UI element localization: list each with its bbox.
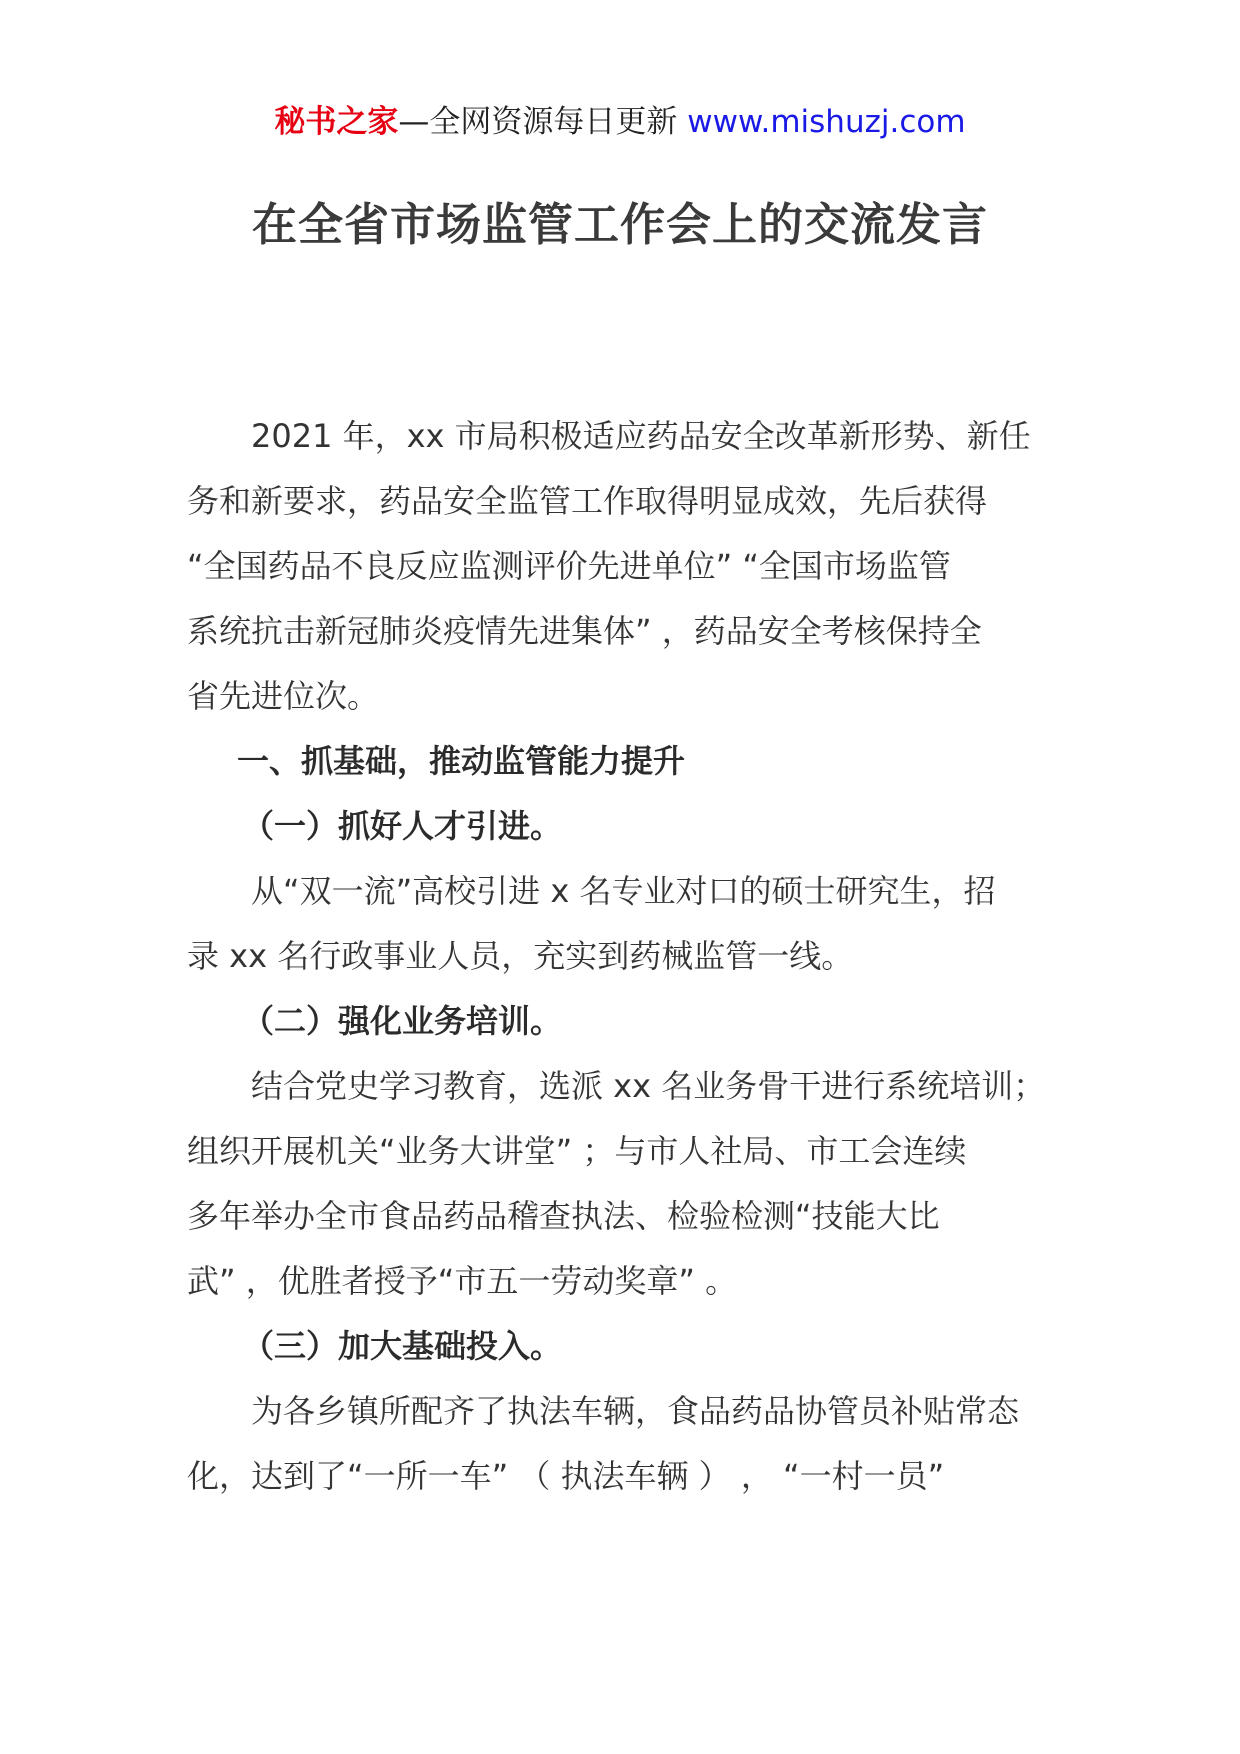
paragraph-line: 2021 年，xx 市局积极适应药品安全改革新形势、新任 — [251, 417, 1031, 455]
subsection-3-paragraph — [187, 1379, 1067, 1509]
paragraph-line: 务和新要求，药品安全监管工作取得明显成效，先后获得 — [187, 482, 988, 520]
section-heading-1: 一、抓基础，推动监管能力提升 — [237, 742, 686, 780]
paragraph-line: 组织开展机关“业务大讲堂” ；与市人社局、市工会连续 — [187, 1132, 967, 1170]
intro-paragraph — [187, 404, 1067, 729]
paragraph-line: 录 xx 名行政事业人员，充实到药械监管一线。 — [187, 937, 854, 975]
subsection-heading-1: （一）抓好人才引进。 — [242, 807, 563, 845]
paragraph-line: 为各乡镇所配齐了执法车辆，食品药品协管员补贴常态 — [251, 1392, 1020, 1430]
paragraph-line: 结合党史学习教育，选派 xx 名业务骨干进行系统培训； — [251, 1067, 1046, 1105]
site-header — [0, 100, 1240, 144]
paragraph-line: 系统抗击新冠肺炎疫情先进集体” ，药品安全考核保持全 — [187, 612, 982, 650]
paragraph-line: 多年举办全市食品药品稽查执法、检验检测“技能大比 — [187, 1197, 940, 1235]
document-body — [187, 404, 1067, 1509]
paragraph-line: 化，达到了“一所一车” （ 执法车辆 ） ， “一村一员” — [187, 1457, 945, 1495]
subsection-heading-3: （三）加大基础投入。 — [242, 1327, 563, 1365]
subsection-2-paragraph — [187, 1054, 1067, 1314]
brand-name: 秘书之家 — [274, 104, 399, 140]
header-slogan: —全网资源每日更新 — [398, 104, 678, 140]
site-url-link[interactable]: www.mishuzj.com — [677, 104, 966, 140]
paragraph-line: 从“双一流”高校引进 x 名专业对口的硕士研究生，招 — [251, 872, 996, 910]
subsection-heading-2: （二）强化业务培训。 — [242, 1002, 563, 1040]
paragraph-line: “全国药品不良反应监测评价先进单位” “全国市场监管 — [187, 547, 951, 585]
subsection-1-paragraph — [187, 859, 1067, 989]
paragraph-line: 省先进位次。 — [187, 677, 380, 715]
document-title: 在全省市场监管工作会上的交流发言 — [251, 198, 988, 251]
paragraph-line: 武” ，优胜者授予“市五一劳动奖章” 。 — [187, 1262, 738, 1300]
